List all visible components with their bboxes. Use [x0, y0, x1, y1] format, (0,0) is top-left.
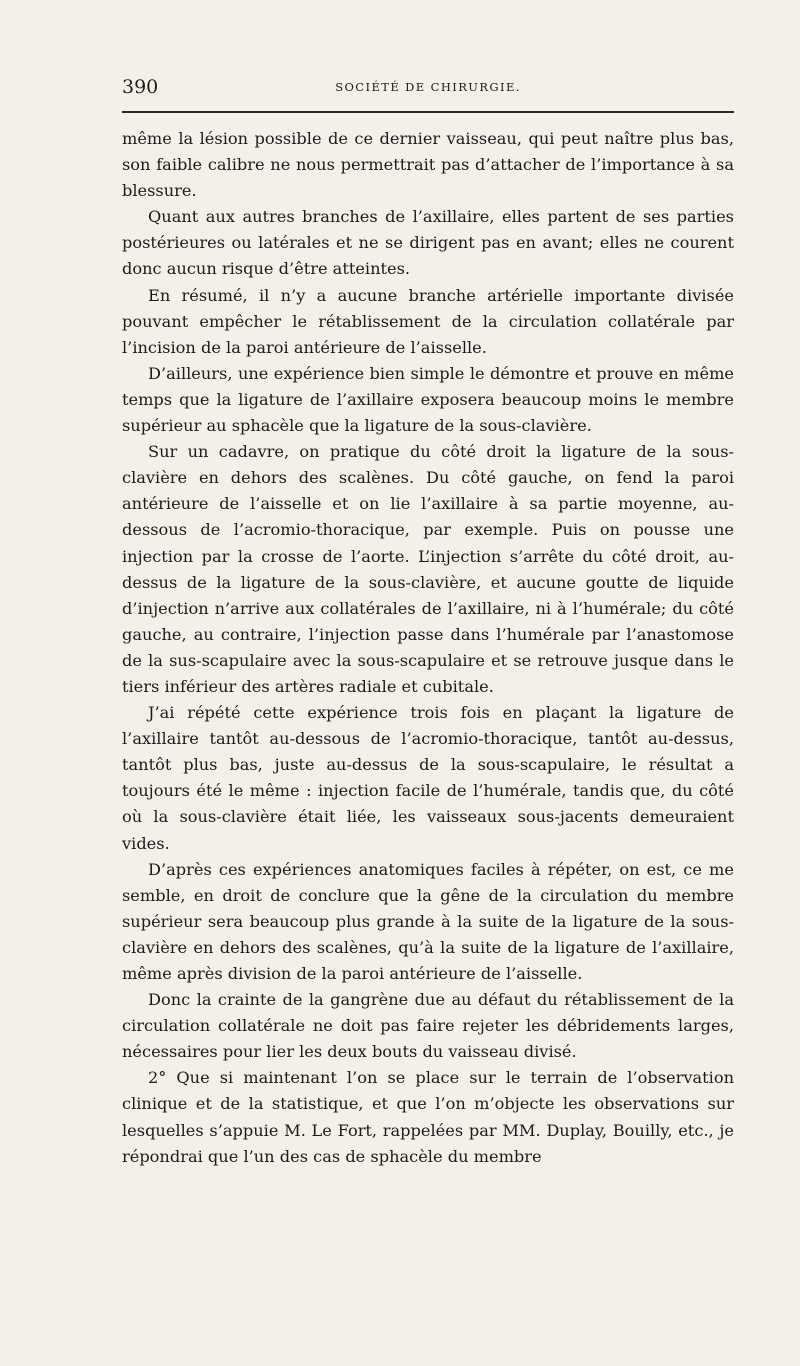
- paragraph-6: J’ai répété cette expérience trois fois en plaçant la ligature de l’axillaire tantôt au-dessous de l’acromio-thoracique, tantôt au-dessus, tantôt plus bas, juste au-dessus de la sous-scapulaire, le résultat a toujours été le même : injection facile de l’humérale, tandis que, du côté où la sous-clavière était liée, les vaisseaux sous-jacents demeuraient vides.: [122, 703, 734, 853]
- paragraph-1: même la lésion possible de ce dernier vaisseau, qui peut naître plus bas, son faible calibre ne nous permettrait pas d’attacher de l’importance à sa blessure.: [122, 129, 734, 201]
- paragraph-5: Sur un cadavre, on pratique du côté droit la ligature de la sous-clavière en dehors des scalènes. Du côté gauche, on fend la paroi antérieure de l’aisselle et on lie l’axillaire à sa partie moyenne, au-dessous de l’acromio-thoracique, par exemple. Puis on pousse une injection par la crosse de l’aorte. L’injection s’arrête du côté droit, au-dessus de la ligature de la sous-clavière, et aucune goutte de liquide d’injection n’arrive aux collatérales de l’axillaire, ni à l’humérale; du côté gauche, au contraire, l’injection passe dans l’humérale par l’anastomose de la sus-scapulaire avec la sous-scapulaire et se retrouve jusque dans le tiers inférieur des artères radiale et cubitale.: [122, 442, 734, 696]
- page-header: [122, 76, 734, 98]
- paragraph-3: En résumé, il n’y a aucune branche artérielle importante divisée pouvant empêcher le rétablissement de la circulation collatérale par l’incision de la paroi antérieure de l’aisselle.: [122, 285, 734, 357]
- page-number: 390: [122, 76, 159, 98]
- header-rule: [122, 111, 734, 113]
- paragraph-8: Donc la crainte de la gangrène due au défaut du rétablissement de la circulation collatérale ne doit pas faire rejeter les débridements larges, nécessaires pour lier les deux bouts du vaisseau divisé.: [122, 990, 734, 1062]
- paragraph-7: D’après ces expériences anatomiques faciles à répéter, on est, ce me semble, en droit de conclure que la gêne de la circulation du membre supérieur sera beaucoup plus grande à la suite de la ligature de la sous-clavière en dehors des scalènes, qu’à la suite de la ligature de l’axillaire, même après division de la paroi antérieure de l’aisselle.: [122, 859, 734, 983]
- running-head: SOCIÉTÉ DE CHIRURGIE.: [335, 80, 521, 94]
- paragraph-4: D’ailleurs, une expérience bien simple le démontre et prouve en même temps que la ligature de l’axillaire exposera beaucoup moins le membre supérieur au sphacèle que la ligature de la sous-clavière.: [122, 363, 734, 436]
- paragraph-9: 2° Que si maintenant l’on se place sur le terrain de l’observation clinique et de la statistique, et que l’on m’objecte les observations sur lesquelles s’appuie M. Le Fort, rappelées par MM. Duplay, Bouilly, etc., je répondrai que l’un des cas de sphacèle du membre: [122, 1068, 734, 1166]
- body-text: [122, 126, 734, 1170]
- paragraph-2: Quant aux autres branches de l’axillaire, elles partent de ses parties postérieures ou latérales et ne se dirigent pas en avant; elles ne courent donc aucun risque d’être atteintes.: [122, 207, 734, 279]
